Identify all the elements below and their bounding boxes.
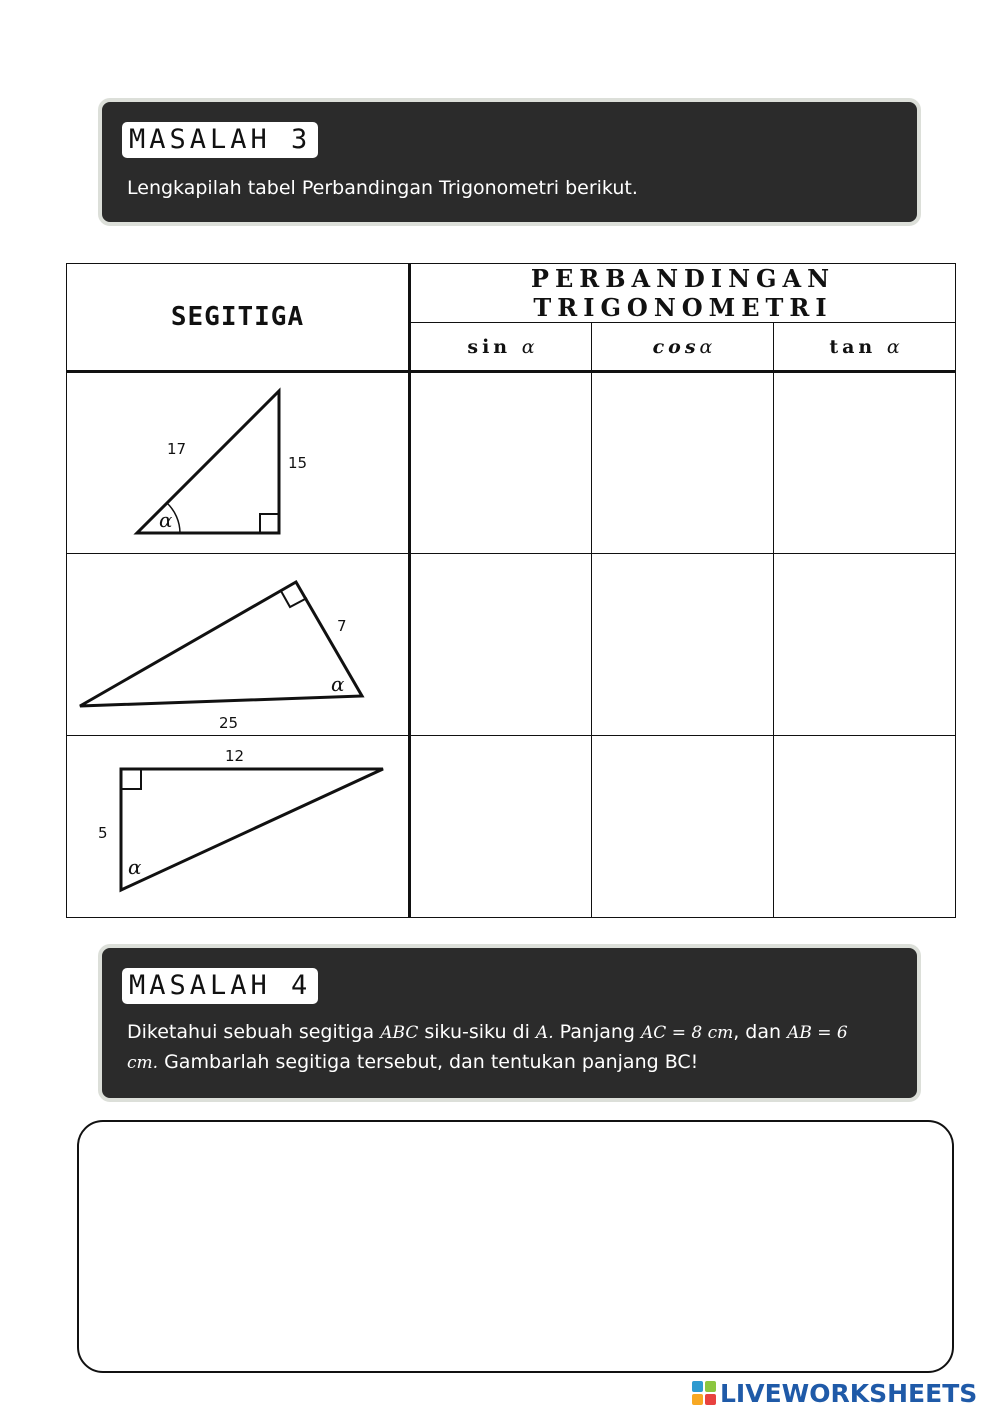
triangle-cell-3 xyxy=(67,736,410,918)
triangle-2-hyp-label: 25 xyxy=(219,714,239,732)
masalah-4-panel xyxy=(98,944,921,1102)
answer-cell-1-sin[interactable] xyxy=(410,372,592,554)
triangle-2-angle-label: α xyxy=(331,672,345,696)
math-expression: A. xyxy=(535,1023,554,1043)
answer-cell-3-tan[interactable] xyxy=(774,736,956,918)
header-perbandingan-trigonometri: PERBANDINGAN TRIGONOMETRI xyxy=(410,264,956,323)
triangle-1-side-label: 15 xyxy=(288,454,308,472)
logo-square-1 xyxy=(692,1381,703,1392)
triangle-1-angle-label: α xyxy=(159,508,173,532)
masalah-4-instruction xyxy=(127,1018,877,1078)
triangle-3-top-label: 12 xyxy=(225,747,245,765)
masalah-3-tag: MASALAH 3 xyxy=(122,122,318,158)
answer-cell-3-sin[interactable] xyxy=(410,736,592,918)
triangle-3-left-label: 5 xyxy=(98,824,108,842)
liveworksheets-watermark xyxy=(692,1378,977,1408)
masalah-3-panel xyxy=(98,98,921,226)
answer-cell-2-sin[interactable] xyxy=(410,554,592,736)
trig-ratio-table xyxy=(66,263,956,918)
instruction-text: , dan xyxy=(733,1021,788,1043)
header-tan xyxy=(774,323,956,372)
triangle-3-diagram xyxy=(67,736,410,918)
answer-cell-2-cos[interactable] xyxy=(592,554,774,736)
liveworksheets-logo-icon xyxy=(692,1381,716,1405)
answer-box[interactable] xyxy=(77,1120,954,1373)
instruction-text: Gambarlah segitiga tersebut, dan tentukan panjang BC! xyxy=(158,1051,699,1073)
header-cos-label: cos xyxy=(652,335,700,358)
triangle-3-angle-label: α xyxy=(128,855,142,879)
header-sin xyxy=(410,323,592,372)
triangle-1-hyp-label: 17 xyxy=(167,440,187,458)
header-cos xyxy=(592,323,774,372)
logo-square-4 xyxy=(705,1394,716,1405)
math-expression: AC = 8 cm xyxy=(641,1023,734,1043)
triangle-1-diagram xyxy=(67,373,410,555)
triangle-2-side-label: 7 xyxy=(337,617,347,635)
watermark-text: LIVEWORKSHEETS xyxy=(720,1378,978,1408)
math-expression: ABC xyxy=(380,1023,419,1043)
instruction-text: siku-siku di xyxy=(418,1021,536,1043)
answer-cell-1-cos[interactable] xyxy=(592,372,774,554)
masalah-4-tag: MASALAH 4 xyxy=(122,968,318,1004)
instruction-text: Panjang xyxy=(553,1021,642,1043)
header-segitiga: SEGITIGA xyxy=(67,264,410,372)
triangle-2-diagram xyxy=(67,554,410,736)
header-tan-var: α xyxy=(886,335,900,358)
triangle-cell-2 xyxy=(67,554,410,736)
answer-cell-1-tan[interactable] xyxy=(774,372,956,554)
answer-cell-3-cos[interactable] xyxy=(592,736,774,918)
header-cos-var: α xyxy=(699,335,713,358)
header-tan-label: tan xyxy=(829,335,877,358)
instruction-text: Diketahui sebuah segitiga xyxy=(127,1021,381,1043)
math-expression: AB = 6 cm. xyxy=(127,1023,848,1073)
masalah-3-instruction: Lengkapilah tabel Perbandingan Trigonometri berikut. xyxy=(127,177,638,199)
header-sin-var: α xyxy=(521,335,535,358)
header-sin-label: sin xyxy=(467,335,512,358)
triangle-cell-1 xyxy=(67,372,410,554)
logo-square-3 xyxy=(692,1394,703,1405)
logo-square-2 xyxy=(705,1381,716,1392)
answer-cell-2-tan[interactable] xyxy=(774,554,956,736)
